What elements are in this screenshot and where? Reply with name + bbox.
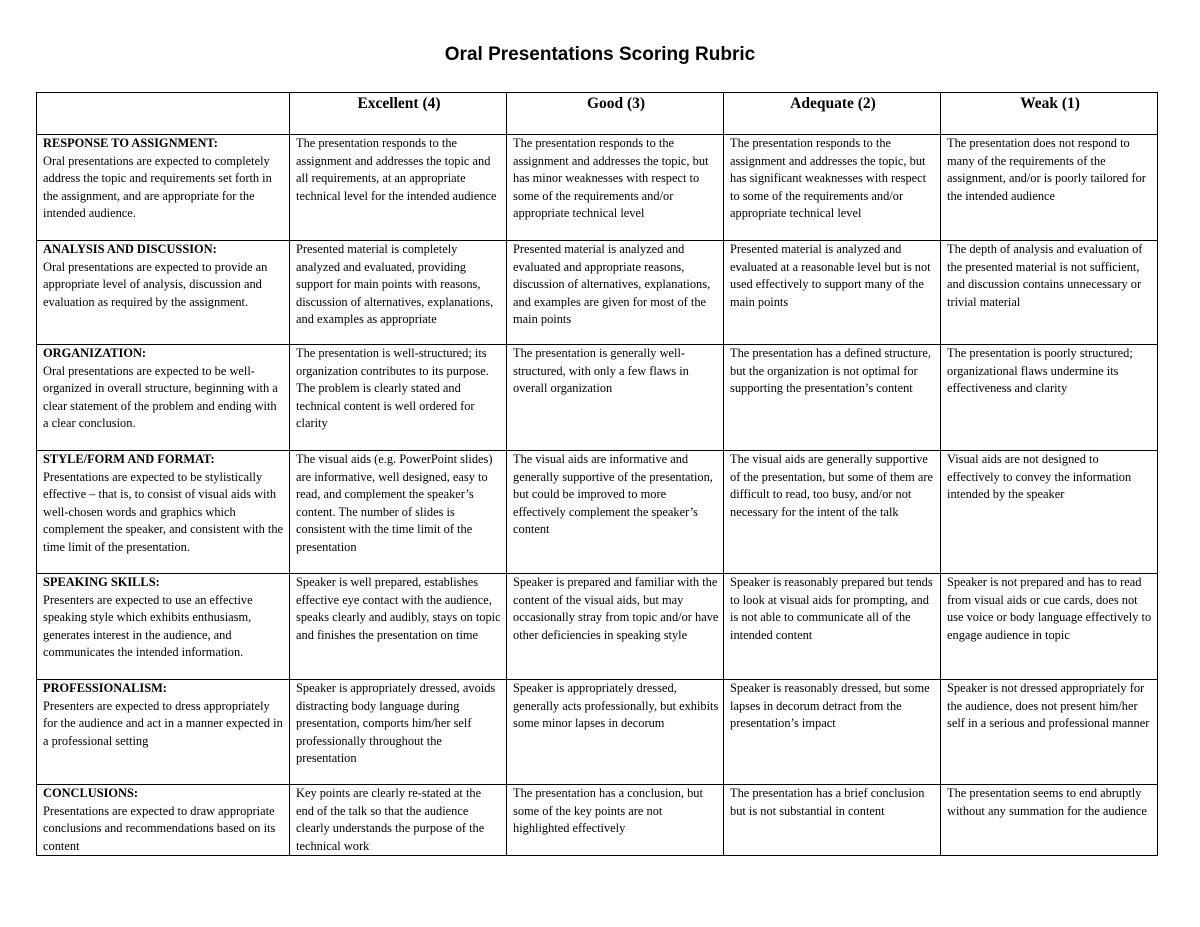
- score-cell-weak: [941, 135, 1158, 241]
- score-cell-excellent: [290, 345, 507, 451]
- criteria-description: Presenters are expected to use an effective speaking style which exhibits enthusiasm, generates interest in the audience, and communicates the intended information.: [43, 592, 253, 659]
- criteria-cell: [37, 135, 290, 241]
- score-cell-good: [507, 574, 724, 680]
- score-cell-excellent: [290, 135, 507, 241]
- criteria-title: CONCLUSIONS:: [43, 786, 139, 800]
- cell-text: The presentation has a conclusion, but some of the key points are not highlighted effectively: [513, 786, 703, 835]
- table-row: [37, 785, 1158, 856]
- header-cell-criteria: [37, 93, 290, 135]
- score-cell-adequate: [724, 135, 941, 241]
- cell-text: The presentation responds to the assignment and addresses the topic, but has significant weaknesses with respect to some of the requirements and/or appropriate technical level: [730, 136, 927, 220]
- score-cell-good: [507, 680, 724, 785]
- cell-text: The presentation seems to end abruptly without any summation for the audience: [947, 786, 1147, 818]
- cell-text: The presentation responds to the assignment and addresses the topic, but has minor weaknesses with respect to some of the requirements and/or appropriate technical level: [513, 136, 709, 220]
- score-cell-weak: [941, 345, 1158, 451]
- table-row: [37, 680, 1158, 785]
- cell-text: Speaker is appropriately dressed, avoids distracting body language during presentation, comports him/her self professionally throughout the presentation: [296, 681, 496, 765]
- score-cell-adequate: [724, 345, 941, 451]
- score-cell-good: [507, 241, 724, 345]
- criteria-description: Oral presentations are expected to provide an appropriate level of analysis, discussion and evaluation as required by the assignment.: [43, 259, 268, 309]
- header-row: [37, 93, 1158, 135]
- criteria-title: SPEAKING SKILLS:: [43, 575, 160, 589]
- table-row: [37, 451, 1158, 574]
- criteria-cell: [37, 680, 290, 785]
- score-cell-adequate: [724, 785, 941, 856]
- criteria-description: Presenters are expected to dress appropriately for the audience and act in a manner expected in a professional setting: [43, 698, 283, 748]
- cell-text: Speaker is well prepared, establishes effective eye contact with the audience, speaks clearly and audibly, stays on topic and finishes the presentation on time: [296, 575, 501, 642]
- cell-text: The presentation does not respond to many of the requirements of the assignment, and/or is poorly tailored for the intended audience: [947, 136, 1146, 203]
- score-cell-good: [507, 135, 724, 241]
- cell-text: Speaker is prepared and familiar with the content of the visual aids, but may occasionally stray from topic and/or have other deficiencies in speaking style: [513, 575, 719, 642]
- criteria-title: PROFESSIONALISM:: [43, 681, 167, 695]
- cell-text: Key points are clearly re-stated at the end of the talk so that the audience clearly understands the purpose of the technical work: [296, 786, 485, 853]
- cell-text: The presentation has a defined structure, but the organization is not optimal for supporting the presentation’s content: [730, 346, 931, 395]
- cell-text: Speaker is not prepared and has to read from visual aids or cue cards, does not use voice or body language effectively to engage audience in topic: [947, 575, 1152, 642]
- score-cell-adequate: [724, 241, 941, 345]
- score-cell-adequate: [724, 451, 941, 574]
- criteria-title: ORGANIZATION:: [43, 346, 147, 360]
- header-cell-adequate: Adequate (2): [724, 93, 941, 135]
- cell-text: Presented material is analyzed and evaluated and appropriate reasons, discussion of alternatives, explanations, and examples are given for most of the main points: [513, 242, 711, 326]
- cell-text: The presentation is poorly structured; organizational flaws undermine its effectiveness and clarity: [947, 346, 1133, 395]
- criteria-cell: [37, 785, 290, 856]
- criteria-description: Presentations are expected to draw appropriate conclusions and recommendations based on its content: [43, 803, 276, 853]
- criteria-cell: [37, 451, 290, 574]
- page-title: Oral Presentations Scoring Rubric: [444, 44, 756, 65]
- score-cell-weak: [941, 574, 1158, 680]
- cell-text: The depth of analysis and evaluation of the presented material is not sufficient, and discussion contains unnecessary or trivial material: [947, 242, 1143, 309]
- score-cell-excellent: [290, 451, 507, 574]
- cell-text: The presentation is generally well-structured, with only a few flaws in overall organization: [513, 346, 689, 395]
- cell-text: Visual aids are not designed to effectively to convey the information intended by the speaker: [947, 452, 1132, 501]
- cell-text: Speaker is reasonably prepared but tends to look at visual aids for prompting, and is not able to communicate all of the intended content: [730, 575, 933, 642]
- score-cell-excellent: [290, 680, 507, 785]
- criteria-cell: [37, 345, 290, 451]
- score-cell-weak: [941, 785, 1158, 856]
- table-row: [37, 241, 1158, 345]
- header-cell-good: Good (3): [507, 93, 724, 135]
- cell-text: Speaker is reasonably dressed, but some lapses in decorum detract from the presentation’s impact: [730, 681, 930, 730]
- score-cell-weak: [941, 680, 1158, 785]
- cell-text: Speaker is not dressed appropriately for the audience, does not present him/her self in a serious and professional manner: [947, 681, 1150, 730]
- criteria-cell: [37, 241, 290, 345]
- score-cell-weak: [941, 451, 1158, 574]
- score-cell-good: [507, 451, 724, 574]
- score-cell-excellent: [290, 574, 507, 680]
- table-row: [37, 574, 1158, 680]
- cell-text: Presented material is completely analyzed and evaluated, providing support for main points with reasons, discussion of alternatives, explanations, and examples as appropriate: [296, 242, 494, 326]
- table-row: [37, 135, 1158, 241]
- score-cell-good: [507, 345, 724, 451]
- header-cell-weak: Weak (1): [941, 93, 1158, 135]
- score-cell-good: [507, 785, 724, 856]
- criteria-title: RESPONSE TO ASSIGNMENT:: [43, 136, 218, 150]
- score-cell-weak: [941, 241, 1158, 345]
- score-cell-excellent: [290, 785, 507, 856]
- score-cell-excellent: [290, 241, 507, 345]
- score-cell-adequate: [724, 574, 941, 680]
- header-cell-excellent: Excellent (4): [290, 93, 507, 135]
- criteria-description: Oral presentations are expected to completely address the topic and requirements set forth in the assignment, and are appropriate for the intended audience.: [43, 153, 272, 220]
- cell-text: The presentation is well-structured; its organization contributes to its purpose. The problem is clearly stated and technical content is well ordered for clarity: [296, 346, 489, 430]
- criteria-description: Presentations are expected to be stylistically effective – that is, to consist of visual aids with well-chosen words and graphics which complement the speaker, and consistent with the time limit of the presentation.: [43, 469, 284, 554]
- criteria-title: ANALYSIS AND DISCUSSION:: [43, 242, 217, 256]
- cell-text: The visual aids (e.g. PowerPoint slides) are informative, well designed, easy to read, and complement the speaker’s content. The number of slides is consistent with the time limit of the presentation: [296, 452, 493, 554]
- criteria-cell: [37, 574, 290, 680]
- cell-text: The presentation has a brief conclusion but is not substantial in content: [730, 786, 925, 818]
- cell-text: The visual aids are generally supportive of the presentation, but some of them are difficult to read, too busy, and/or not necessary for the intent of the talk: [730, 452, 934, 519]
- criteria-title: STYLE/FORM AND FORMAT:: [43, 452, 215, 466]
- rubric-table: [36, 92, 1158, 856]
- cell-text: Presented material is analyzed and evaluated at a reasonable level but is not used effectively to support many of the main points: [730, 242, 931, 309]
- table-row: [37, 345, 1158, 451]
- score-cell-adequate: [724, 680, 941, 785]
- criteria-description: Oral presentations are expected to be well-organized in overall structure, beginning with a clear statement of the problem and ending with a clear conclusion.: [43, 363, 278, 430]
- cell-text: The presentation responds to the assignment and addresses the topic and all requirements, at an appropriate technical level for the intended audience: [296, 136, 497, 203]
- cell-text: Speaker is appropriately dressed, generally acts professionally, but exhibits some minor lapses in decorum: [513, 681, 719, 730]
- cell-text: The visual aids are informative and generally supportive of the presentation, but could be improved to more effectively complement the speaker’s content: [513, 452, 713, 536]
